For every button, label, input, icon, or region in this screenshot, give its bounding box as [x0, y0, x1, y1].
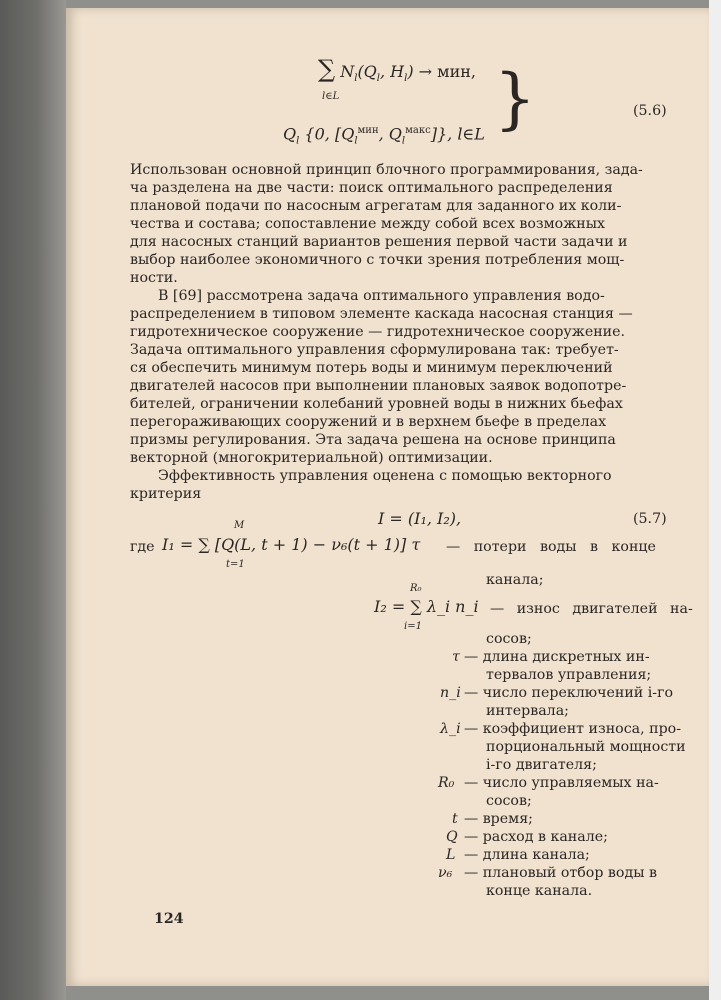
- def-text: — коэффициент износа, про-: [464, 721, 681, 737]
- def-symbol: t: [452, 811, 458, 827]
- text-line: перегораживающих сооружений и в верхнем бьефе в пределах: [130, 414, 607, 430]
- i2-sum-bottom: i=1: [404, 621, 422, 632]
- text-line: критерия: [130, 486, 202, 502]
- formula-brace: }: [494, 60, 536, 137]
- text-line: чества и состава; сопоставление между собой всех возможных: [130, 216, 606, 232]
- def-symbol: n_i: [440, 685, 461, 701]
- def-text: — число управляемых на-: [464, 775, 659, 791]
- text-line: Задача оптимального управления сформулирована так: требует-: [130, 342, 619, 358]
- book-page: [66, 8, 709, 986]
- def-symbol: R₀: [438, 775, 455, 791]
- def-symbol: Q: [446, 829, 458, 845]
- i1-description: — потери воды в конце: [446, 539, 656, 555]
- text-line: гидротехническое сооружение — гидротехническое сооружение.: [130, 324, 626, 340]
- text-line: Эффективность управления оценена с помощью векторного: [158, 468, 612, 484]
- i1-sum-top: M: [234, 520, 245, 531]
- def-text: — длина канала;: [464, 847, 590, 863]
- def-text: — число переключений i-го: [464, 685, 674, 701]
- def-symbol: ν₆: [438, 865, 453, 881]
- i2-formula: I₂ = ∑ λ_i n_i: [374, 597, 479, 616]
- def-symbol: λ_i: [440, 721, 461, 737]
- def-text: интервала;: [486, 703, 569, 719]
- text-line: для насосных станций вариантов решения первой части задачи и: [130, 234, 628, 250]
- page-number: 124: [154, 911, 184, 927]
- def-text: тервалов управления;: [486, 667, 652, 683]
- def-text: сосов;: [486, 793, 532, 809]
- i1-description-cont: канала;: [486, 572, 544, 588]
- text-line: двигателей насосов при выполнении плановых заявок водопотре-: [130, 378, 627, 394]
- formula-5-6-line2: $Q_l$ {0, [$Q_l^{мин}$, $Q_l^{макс}$]}, l∈L: [283, 124, 485, 147]
- where-label: где: [130, 539, 155, 555]
- book-binding-shadow: [0, 0, 66, 1000]
- formula-5-7-number: (5.7): [633, 511, 667, 527]
- text-line: ча разделена на две части: поиск оптимального распределения: [130, 180, 613, 196]
- text-line: ности.: [130, 270, 178, 286]
- scan-background-edge: [709, 0, 721, 1000]
- i2-description-cont: сосов;: [486, 631, 532, 647]
- def-text: конце канала.: [486, 883, 593, 899]
- i2-description: — износ двигателей на-: [490, 601, 693, 617]
- def-text: — плановый отбор воды в: [464, 865, 657, 881]
- text-line: Использован основной принцип блочного программирования, зада-: [130, 162, 643, 178]
- formula-5-6-number: (5.6): [633, 103, 667, 119]
- text-line: распределением в типовом элементе каскада насосная станция —: [130, 306, 633, 322]
- text-line: векторной (многокритериальной) оптимизации.: [130, 450, 493, 466]
- def-symbol: τ: [452, 649, 460, 665]
- text-line: призмы регулирования. Эта задача решена на основе принципа: [130, 432, 616, 448]
- def-text: — расход в канале;: [464, 829, 608, 845]
- i1-sum-bottom: t=1: [226, 559, 245, 570]
- def-text: порциональный мощности: [486, 739, 686, 755]
- formula-5-6-sum-sub: l∈L: [322, 91, 340, 102]
- text-line: В [69] рассмотрена задача оптимального управления водо-: [158, 288, 605, 304]
- text-line: ся обеспечить минимум потерь воды и минимум переключений: [130, 360, 613, 376]
- text-line: бителей, ограничении колебаний уровней воды в нижних бьефах: [130, 396, 623, 412]
- def-text: — время;: [464, 811, 533, 827]
- text-line: плановой подачи по насосным агрегатам для заданного их коли-: [130, 198, 622, 214]
- i1-formula: I₁ = ∑ [Q(L, t + 1) − ν₆(t + 1)] τ: [162, 535, 421, 554]
- def-symbol: L: [446, 847, 456, 863]
- i2-sum-top: R₀: [410, 583, 422, 594]
- text-line: выбор наиболее экономичного с точки зрения потребления мощ-: [130, 252, 625, 268]
- def-text: — длина дискретных ин-: [464, 649, 650, 665]
- def-text: i-го двигателя;: [486, 757, 597, 773]
- formula-5-7: I = (I₁, I₂),: [378, 509, 462, 528]
- formula-5-6-line1: ∑ $N_l(Q_l$, $H_l$) → мин,: [318, 55, 477, 85]
